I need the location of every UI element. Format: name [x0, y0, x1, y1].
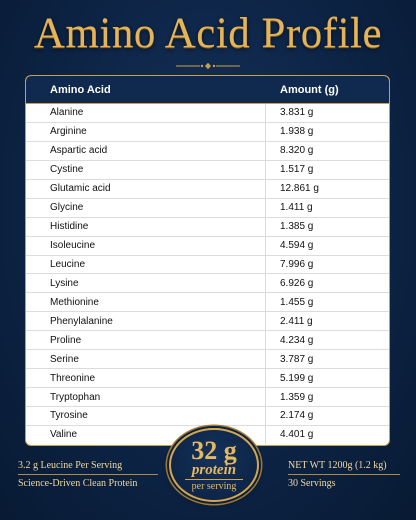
amino-acid-name: Threonine — [26, 369, 266, 387]
table-row — [26, 237, 389, 256]
divider-ornament — [158, 62, 258, 70]
page-title: Amino Acid Profile — [33, 10, 383, 57]
amino-acid-name: Histidine — [26, 218, 266, 236]
table-header — [26, 76, 389, 104]
amino-acid-name: Leucine — [26, 256, 266, 274]
amino-acid-name: Serine — [26, 350, 266, 368]
footer-rule-right — [288, 474, 400, 475]
amino-acid-name: Proline — [26, 331, 266, 349]
amino-acid-name: Phenylalanine — [26, 312, 266, 330]
amino-acid-amount: 1.455 g — [280, 296, 314, 308]
badge-amount: 32 g — [191, 436, 237, 465]
amino-acid-name: Lysine — [26, 274, 266, 292]
table-row — [26, 161, 389, 180]
table-row — [26, 123, 389, 142]
table-row — [26, 256, 389, 275]
amino-acid-amount: 8.320 g — [280, 145, 314, 157]
amino-acid-name: Cystine — [26, 161, 266, 179]
footer-net-weight: NET WT 1200g (1.2 kg) — [288, 460, 387, 471]
amino-acid-amount: 3.831 g — [280, 107, 314, 119]
amino-acid-amount: 6.926 g — [280, 277, 314, 289]
amino-acid-amount: 2.174 g — [280, 410, 314, 422]
amino-acid-amount: 4.234 g — [280, 334, 314, 346]
amino-acid-name: Methionine — [26, 293, 266, 311]
amino-acid-amount: 3.787 g — [280, 353, 314, 365]
amino-acid-amount: 1.359 g — [280, 391, 314, 403]
footer-tagline: Science-Driven Clean Protein — [18, 478, 138, 489]
footer-leucine: 3.2 g Leucine Per Serving — [18, 460, 123, 471]
table-row — [26, 104, 389, 123]
column-header-amount: Amount (g) — [280, 83, 339, 96]
table-row — [26, 407, 389, 426]
column-header-amino-acid: Amino Acid — [50, 83, 111, 96]
amino-acid-amount: 7.996 g — [280, 258, 314, 270]
table-row — [26, 388, 389, 407]
table-row — [26, 293, 389, 312]
badge-sub: per serving — [191, 481, 237, 492]
amino-acid-amount: 4.594 g — [280, 240, 314, 252]
amino-acid-name: Tryptophan — [26, 388, 266, 406]
badge-label: protein — [191, 462, 237, 478]
table-row — [26, 274, 389, 293]
amino-acid-name: Glycine — [26, 199, 266, 217]
protein-per-serving-badge — [169, 428, 259, 502]
amino-acid-amount: 1.517 g — [280, 164, 314, 176]
table-row — [26, 142, 389, 161]
amino-acid-amount: 5.199 g — [280, 372, 314, 384]
table-row — [26, 369, 389, 388]
table-row — [26, 312, 389, 331]
amino-acid-amount: 1.411 g — [280, 202, 313, 214]
amino-acid-name: Isoleucine — [26, 237, 266, 255]
amino-acid-amount: 1.385 g — [280, 221, 314, 233]
footer-rule-left — [18, 474, 158, 475]
table-row — [26, 180, 389, 199]
table-row — [26, 199, 389, 218]
amino-acid-amount: 12.861 g — [280, 183, 319, 195]
badge-divider — [185, 479, 243, 480]
amino-acid-name: Tyrosine — [26, 407, 266, 425]
table-body — [26, 104, 389, 444]
amino-acid-amount: 2.411 g — [280, 315, 313, 327]
table-row — [26, 350, 389, 369]
amino-acid-name: Arginine — [26, 123, 266, 141]
amino-acid-name: Aspartic acid — [26, 142, 266, 160]
amino-acid-amount: 4.401 g — [280, 429, 314, 441]
table-row — [26, 218, 389, 237]
amino-acid-amount: 1.938 g — [280, 126, 314, 138]
amino-acid-name: Alanine — [26, 104, 266, 122]
amino-acid-name: Glutamic acid — [26, 180, 266, 198]
amino-acid-table — [25, 75, 390, 446]
amino-acid-name: Valine — [26, 426, 266, 444]
table-row — [26, 331, 389, 350]
footer-servings: 30 Servings — [288, 478, 336, 489]
